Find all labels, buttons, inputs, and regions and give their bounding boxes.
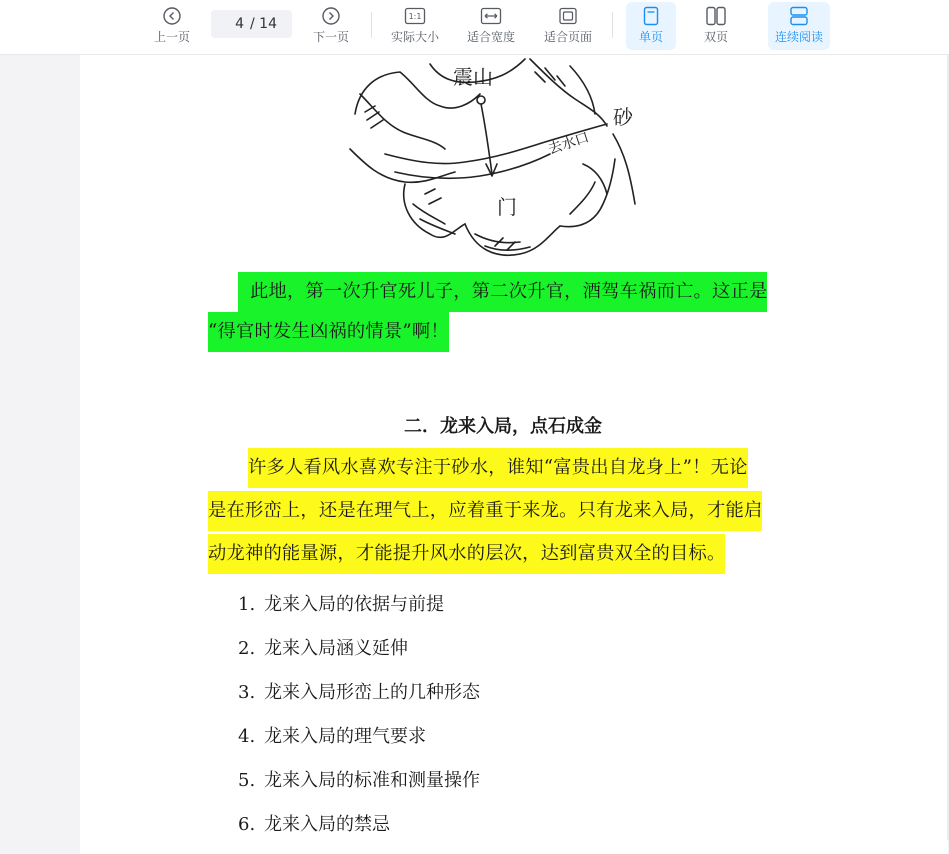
list-item	[238, 590, 444, 616]
list-item-text: 龙来入局的标准和测量操作	[264, 770, 480, 791]
list-item-number: 6.	[238, 814, 256, 835]
page-number-input[interactable]	[222, 16, 244, 32]
fit-width-button[interactable]	[462, 2, 520, 50]
sketch-label-sand: 砂	[613, 105, 633, 129]
fit-page-button[interactable]	[539, 2, 597, 50]
paragraph-1-line-2: “得官时发生凶祸的情景”啊！	[208, 312, 449, 352]
list-item-text: 龙来入局形峦上的几种形态	[264, 682, 480, 703]
sketch-label-mountain: 震山	[453, 65, 493, 89]
actual-size-icon	[404, 4, 426, 28]
paragraph-2	[208, 448, 798, 574]
section-heading: 二．龙来入局，点石成金	[404, 416, 602, 437]
toolbar-divider	[371, 12, 372, 38]
next-page-button[interactable]	[307, 2, 355, 50]
next-page-label: 下一页	[312, 30, 349, 44]
continuous-reading-button[interactable]	[768, 2, 830, 50]
prev-page-button[interactable]	[148, 2, 196, 50]
viewer-toolbar	[0, 0, 949, 55]
page-indicator	[211, 10, 292, 38]
list-item	[238, 722, 426, 748]
double-page-label: 双页	[703, 30, 728, 44]
list-item-text: 龙来入局涵义延伸	[264, 638, 408, 659]
paragraph-1	[208, 272, 798, 352]
chevron-right-circle-icon	[321, 4, 341, 28]
terrain-sketch-image	[345, 54, 645, 264]
paragraph-1-line-1: 此地，第一次升官死儿子，第二次升官，酒驾车祸而亡。这正是	[238, 272, 767, 312]
single-page-label: 单页	[638, 30, 663, 44]
list-item-text: 龙来入局的理气要求	[264, 726, 426, 747]
fit-width-label: 适合宽度	[466, 30, 515, 44]
double-page-button[interactable]	[692, 2, 740, 50]
fit-page-icon	[557, 4, 579, 28]
page-total: / 14	[250, 16, 277, 32]
actual-size-label: 实际大小	[390, 30, 439, 44]
continuous-reading-label: 连续阅读	[774, 30, 823, 44]
actual-size-icon-text: 1:1	[408, 12, 422, 21]
single-page-icon	[642, 4, 660, 28]
fit-page-label: 适合页面	[543, 30, 592, 44]
list-item-number: 2.	[238, 638, 256, 659]
list-item	[238, 678, 480, 704]
single-page-button[interactable]	[626, 2, 676, 50]
continuous-reading-icon	[789, 4, 809, 28]
sketch-label-water-outlet: 去水口	[546, 129, 592, 158]
paragraph-2-line-3: 动龙神的能量源，才能提升风水的层次，达到富贵双全的目标。	[208, 534, 725, 574]
list-item	[238, 766, 480, 792]
list-item-text: 龙来入局的依据与前提	[264, 594, 444, 615]
toolbar-divider	[612, 12, 613, 38]
actual-size-button[interactable]	[386, 2, 444, 50]
prev-page-label: 上一页	[153, 30, 190, 44]
list-item-number: 1.	[238, 594, 256, 615]
paragraph-2-line-2: 是在形峦上，还是在理气上，应着重于来龙。只有龙来入局，才能启	[208, 491, 762, 531]
list-item-number: 5.	[238, 770, 256, 791]
chevron-left-circle-icon	[162, 4, 182, 28]
double-page-icon	[705, 4, 727, 28]
list-item	[238, 634, 408, 660]
paragraph-2-line-1: 许多人看风水喜欢专注于砂水，谁知“富贵出自龙身上”！无论	[248, 448, 748, 488]
list-item-number: 3.	[238, 682, 256, 703]
list-item-number: 4.	[238, 726, 256, 747]
sketch-label-door: 门	[497, 195, 517, 219]
fit-width-icon	[480, 4, 502, 28]
list-item	[238, 810, 390, 836]
list-item-text: 龙来入局的禁忌	[264, 814, 390, 835]
